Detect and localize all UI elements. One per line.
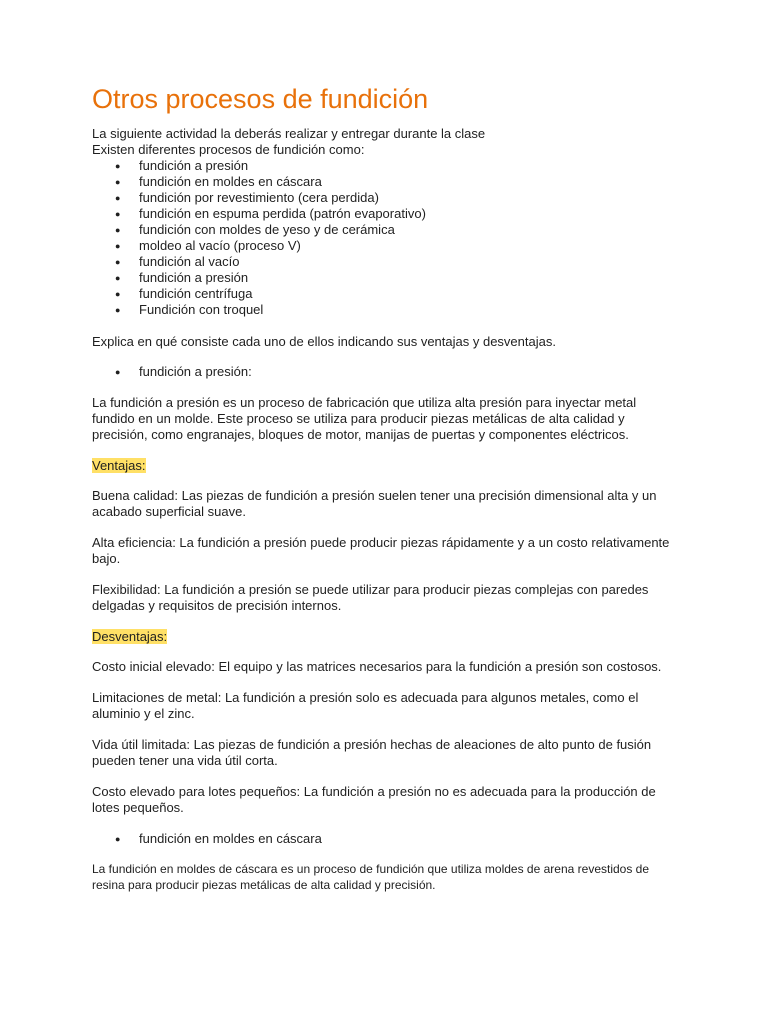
- paragraph-line: La fundición en moldes de cáscara es un proceso de fundición que utiliza moldes de arena revestidos de: [92, 862, 650, 876]
- paragraph-line: pueden tener una vida útil corta.: [92, 753, 278, 768]
- intro-line: La siguiente actividad la deberás realizar y entregar durante la clase: [92, 126, 486, 141]
- desventajas-label: Desventajas:: [92, 629, 168, 644]
- paragraph-line: Alta eficiencia: La fundición a presión puede producir piezas rápidamente y a un costo relativamente: [92, 535, 670, 550]
- bullet-icon: ●: [115, 305, 121, 315]
- paragraph-line: La fundición a presión es un proceso de fabricación que utiliza alta presión para inyectar metal: [92, 395, 637, 410]
- bullet-icon: ●: [115, 241, 121, 251]
- bullet-icon: ●: [115, 257, 121, 267]
- ventajas-label: Ventajas:: [92, 458, 146, 473]
- instruction-text: Explica en qué consiste cada uno de ellos indicando sus ventajas y desventajas.: [92, 334, 556, 349]
- list-item: fundición a presión: [139, 158, 249, 173]
- bullet-icon: ●: [115, 273, 121, 283]
- bullet-icon: ●: [115, 209, 121, 219]
- bullet-icon: ●: [115, 289, 121, 299]
- list-item: Fundición con troquel: [139, 302, 264, 317]
- section-heading: fundición a presión:: [139, 364, 252, 379]
- page-title: Otros procesos de fundición: [92, 84, 429, 114]
- list-item: fundición centrífuga: [139, 286, 253, 301]
- bullet-icon: ●: [115, 161, 121, 171]
- paragraph-line: acabado superficial suave.: [92, 504, 246, 519]
- list-item: fundición en moldes en cáscara: [139, 174, 322, 189]
- paragraph-line: Costo inicial elevado: El equipo y las matrices necesarios para la fundición a presión son costosos.: [92, 659, 662, 674]
- paragraph-line: Costo elevado para lotes pequeños: La fundición a presión no es adecuada para la producción de: [92, 784, 656, 799]
- list-item: fundición a presión: [139, 270, 249, 285]
- list-item: fundición en espuma perdida (patrón evaporativo): [139, 206, 426, 221]
- list-item: fundición al vacío: [139, 254, 240, 269]
- section-heading: fundición en moldes en cáscara: [139, 831, 322, 846]
- bullet-icon: ●: [115, 834, 121, 844]
- paragraph-line: Vida útil limitada: Las piezas de fundición a presión hechas de aleaciones de alto punto de fusión: [92, 737, 652, 752]
- paragraph-line: Flexibilidad: La fundición a presión se puede utilizar para producir piezas complejas con paredes: [92, 582, 649, 597]
- paragraph-line: Limitaciones de metal: La fundición a presión solo es adecuada para algunos metales, como el: [92, 690, 639, 705]
- paragraph-line: resina para producir piezas metálicas de alta calidad y precisión.: [92, 878, 436, 892]
- bullet-icon: ●: [115, 367, 121, 377]
- paragraph-line: precisión, como engranajes, bloques de motor, manijas de puertas y componentes eléctricos.: [92, 427, 629, 442]
- paragraph-line: aluminio y el zinc.: [92, 706, 195, 721]
- list-item: fundición con moldes de yeso y de cerámica: [139, 222, 395, 237]
- list-item: fundición por revestimiento (cera perdida): [139, 190, 379, 205]
- paragraph-line: delgadas y requisitos de precisión internos.: [92, 598, 342, 613]
- paragraph-line: fundido en un molde. Este proceso se utiliza para producir piezas metálicas de alta calidad y: [92, 411, 625, 426]
- list-item: moldeo al vacío (proceso V): [139, 238, 301, 253]
- bullet-icon: ●: [115, 193, 121, 203]
- paragraph-line: Buena calidad: Las piezas de fundición a presión suelen tener una precisión dimensional alta y un: [92, 488, 657, 503]
- bullet-icon: ●: [115, 177, 121, 187]
- paragraph-line: lotes pequeños.: [92, 800, 184, 815]
- intro-line: Existen diferentes procesos de fundición como:: [92, 142, 365, 157]
- paragraph-line: bajo.: [92, 551, 121, 566]
- bullet-icon: ●: [115, 225, 121, 235]
